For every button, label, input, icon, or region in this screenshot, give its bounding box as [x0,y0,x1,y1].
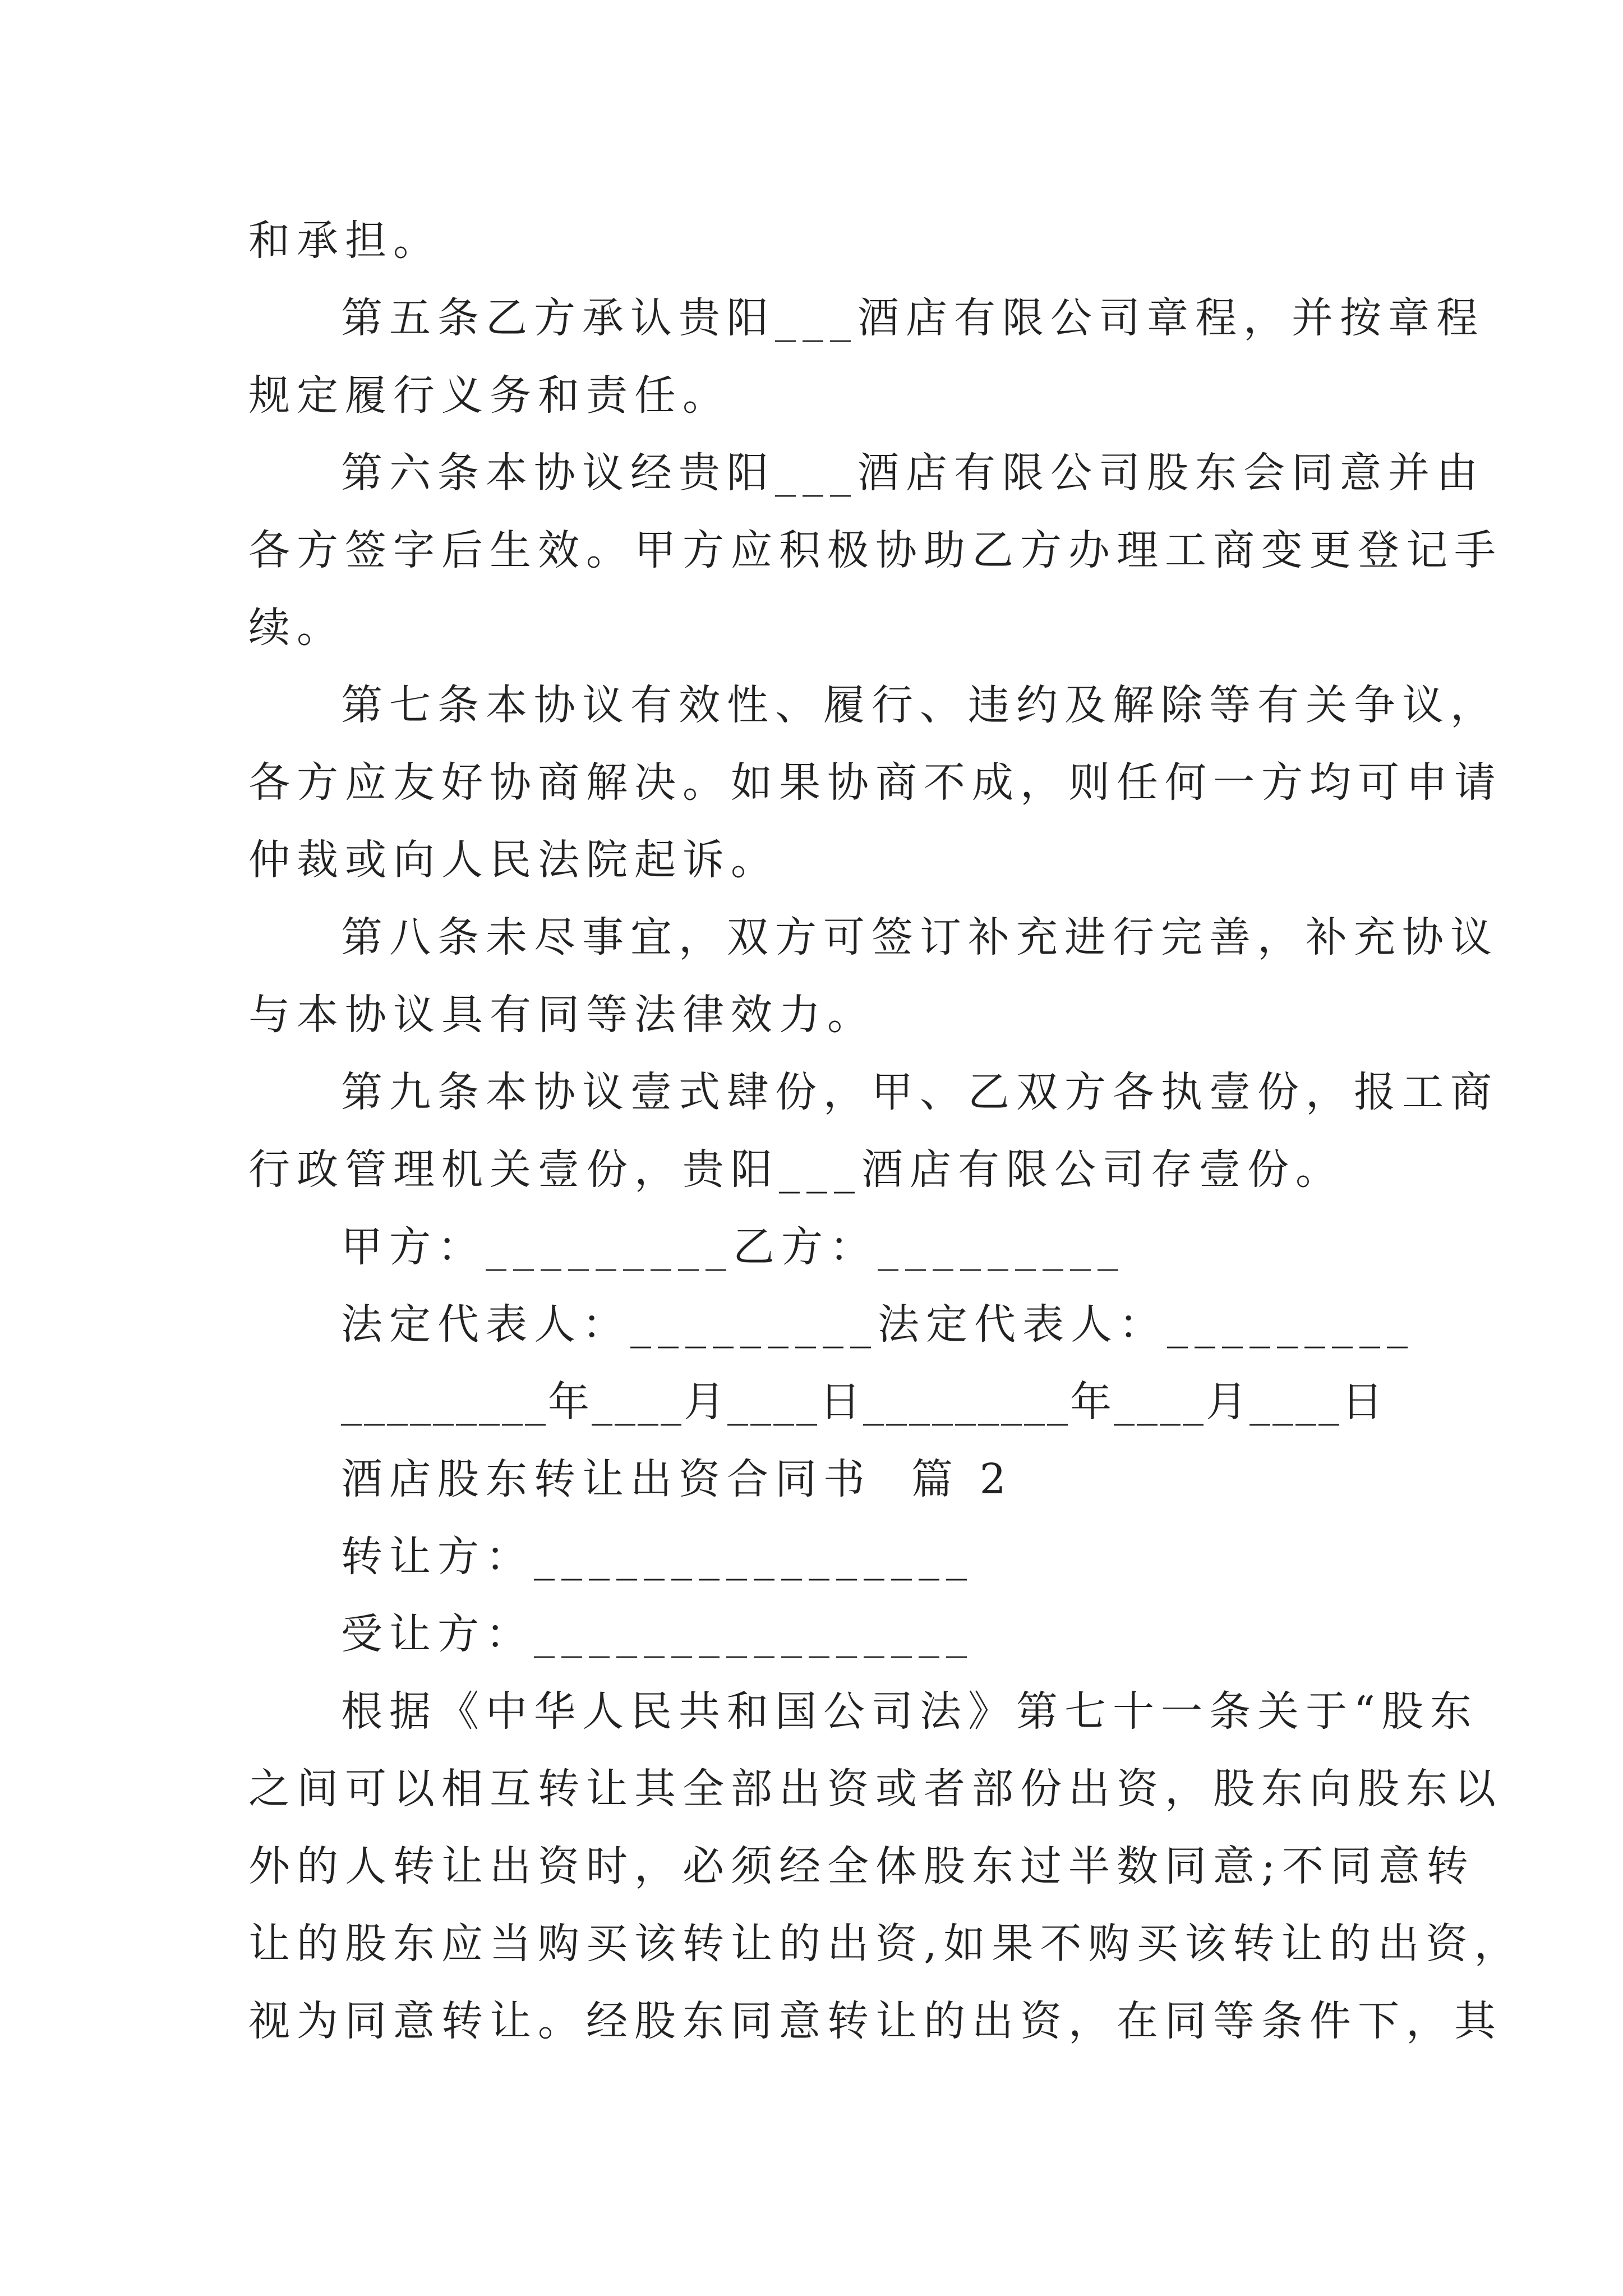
article-7-line-1: 第七条本协议有效性、履行、违约及解除等有关争议， [341,681,1498,729]
article-6-line-2: 各方签字后生效。甲方应积极协助乙方办理工商变更登记手 [248,526,1502,574]
signature-dates: _________年____月____日_________年____月____日 [341,1378,1385,1426]
article-7-line-3: 仲裁或向人民法院起诉。 [248,836,779,884]
preamble-line-1: 根据《中华人民共和国公司法》第七十一条关于“股东 [341,1687,1478,1736]
transferee-line: 受让方：________________ [341,1610,974,1658]
article-8-line-1: 第八条未尽事宜，双方可签订补充进行完善，补充协议 [341,913,1498,961]
preamble-line-3: 外的人转让出资时，必须经全体股东过半数同意;不同意转 [248,1842,1475,1890]
signature-representatives: 法定代表人：_________法定代表人：_________ [341,1300,1414,1349]
article-6-line-3: 续。 [248,604,345,652]
article-7-line-2: 各方应友好协商解决。如果协商不成，则任何一方均可申请 [248,758,1502,807]
article-6-line-1: 第六条本协议经贵阳___酒店有限公司股东会同意并由 [341,449,1484,497]
preamble-line-2: 之间可以相互转让其全部出资或者部份出资，股东向股东以 [248,1765,1502,1813]
article-5-line-2: 规定履行义务和责任。 [248,371,731,420]
document-body [248,202,1523,2060]
preamble-line-4: 让的股东应当购买该转让的出资,如果不购买该转让的出资， [248,1920,1523,1968]
text-line: 和承担。 [248,217,441,265]
preamble-line-5: 视为同意转让。经股东同意转让的出资，在同等条件下，其 [248,1997,1502,2045]
article-5-line-1: 第五条乙方承认贵阳___酒店有限公司章程，并按章程 [341,294,1484,342]
section-title: 酒店股东转让出资合同书 篇 2 [341,1455,1013,1503]
article-9-line-2: 行政管理机关壹份，贵阳___酒店有限公司存壹份。 [248,1145,1344,1194]
article-8-line-2: 与本协议具有同等法律效力。 [248,991,875,1039]
article-9-line-1: 第九条本协议壹式肆份，甲、乙双方各执壹份，报工商 [341,1068,1498,1116]
signature-parties: 甲方：_________乙方：_________ [341,1223,1125,1271]
transferor-line: 转让方：________________ [341,1533,974,1581]
